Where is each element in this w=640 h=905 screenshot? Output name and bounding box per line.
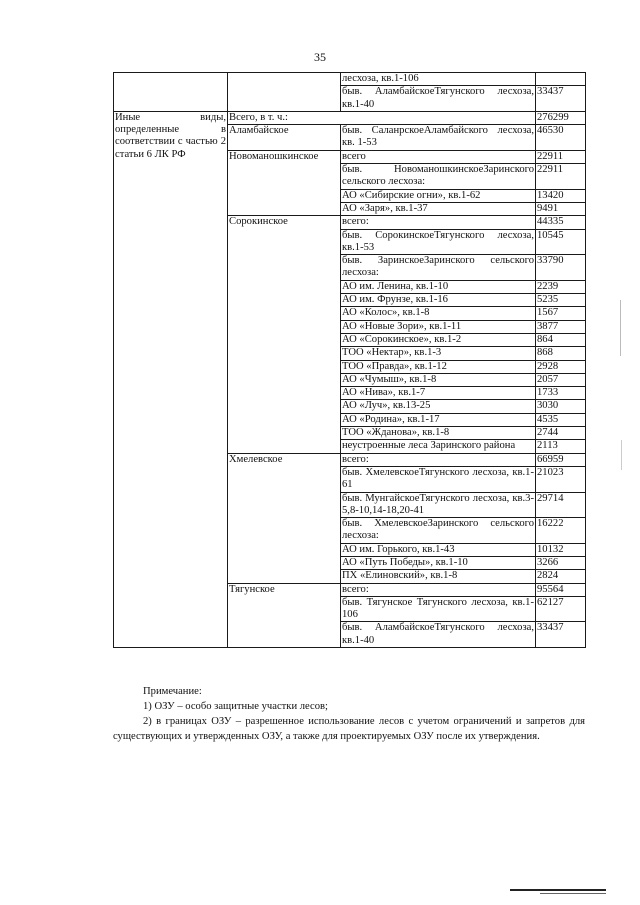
row-description: АО им. Фрунзе, кв.1-16 [341, 294, 536, 307]
row-description: ПХ «Елиновский», кв.1-8 [341, 570, 536, 583]
row-description: ТОО «Правда», кв.1-12 [341, 360, 536, 373]
continuation-row [114, 73, 586, 86]
row-value: 66959 [536, 453, 586, 466]
row-description: АО «Родина», кв.1-17 [341, 413, 536, 426]
page-number: 35 [314, 50, 326, 64]
row-value [536, 73, 586, 86]
row-description: АО им. Ленина, кв.1-10 [341, 280, 536, 293]
row-description: всего: [341, 583, 536, 596]
row-value: 3877 [536, 320, 586, 333]
row-description: всего [341, 150, 536, 163]
scan-margin-mark [621, 440, 622, 470]
row-description: быв. Тягунское Тягунского лесхоза, кв.1-106 [342, 596, 534, 621]
note-item-1: 1) ОЗУ – особо защитные участки лесов; [143, 701, 328, 712]
forest-table-body [114, 73, 586, 648]
category-cell: Иные виды, определенные в соответствии с частью 2 статьи 6 ЛК РФ [114, 111, 228, 647]
signature-line [540, 893, 606, 894]
notes [113, 684, 585, 744]
row-value: 864 [536, 333, 586, 346]
row-description: быв. ЗаринскоеЗаринского сельского лесхоза: [342, 255, 534, 279]
section-name: Новоманошкинское [228, 150, 341, 215]
row-value: 10545 [536, 229, 586, 255]
row-value: 46530 [536, 125, 586, 151]
row-value: 16222 [536, 518, 586, 544]
row-description: неустроенные леса Заринского района [341, 440, 536, 453]
section-name: Сорокинское [228, 216, 341, 453]
row-value: 9491 [536, 202, 586, 215]
row-description: АО «Заря», кв.1-37 [341, 202, 536, 215]
forest-table [113, 72, 586, 648]
row-value: 22911 [536, 164, 586, 190]
row-description: быв. ХмелевскоеТягунского лесхоза, кв.1-61 [342, 466, 534, 491]
row-value: 10132 [536, 543, 586, 556]
row-description: быв. АламбайскоеТягунского лесхоза, кв.1-40 [342, 622, 534, 646]
row-value: 2928 [536, 360, 586, 373]
row-value: 33437 [536, 622, 586, 648]
category-cell-empty [114, 73, 228, 112]
row-description: всего: [341, 453, 536, 466]
row-description: быв. МунгайскоеТягунского лесхоза, кв.3-5,8-10,14-18,20-41 [342, 492, 534, 516]
row-value: 21023 [536, 466, 586, 492]
row-description: АО «Сибирские огни», кв.1-62 [341, 189, 536, 202]
section-name: Тягунское [228, 583, 341, 647]
row-description: АО «Луч», кв.13-25 [341, 400, 536, 413]
row-value: 4535 [536, 413, 586, 426]
note-item-2: 2) в границах ОЗУ – разрешенное использование лесов с учетом ограничений и запретов для существующих и утвержденных ОЗУ, а также для проектируемых ОЗУ после их утверждения. [113, 716, 585, 742]
row-value: 62127 [536, 596, 586, 622]
total-value: 276299 [536, 111, 586, 124]
row-value: 3266 [536, 556, 586, 569]
row-value: 2239 [536, 280, 586, 293]
section-cell-empty [228, 73, 341, 112]
row-value: 1733 [536, 387, 586, 400]
row-value: 22911 [536, 150, 586, 163]
row-description: быв. АламбайскоеТягунского лесхоза, кв.1-40 [342, 86, 534, 110]
section-name: Аламбайское [228, 125, 341, 151]
section-name: Хмелевское [228, 453, 341, 583]
scan-margin-mark [620, 300, 621, 356]
row-value: 2824 [536, 570, 586, 583]
row-value: 5235 [536, 294, 586, 307]
signature-line [510, 889, 606, 891]
row-value: 33437 [536, 86, 586, 112]
row-value: 33790 [536, 255, 586, 281]
total-label: Всего, в т. ч.: [228, 111, 536, 124]
row-description: ТОО «Жданова», кв.1-8 [341, 427, 536, 440]
row-description: АО «Путь Победы», кв.1-10 [341, 556, 536, 569]
row-description: быв. НовоманошкинскоеЗаринского сельского лесхоза: [342, 164, 534, 188]
row-value: 13420 [536, 189, 586, 202]
row-description: быв. СаланрскоеАламбайского лесхоза, кв. 1-53 [342, 125, 534, 149]
row-value: 3030 [536, 400, 586, 413]
row-value: 44335 [536, 216, 586, 229]
row-description: АО «Нива», кв.1-7 [341, 387, 536, 400]
row-description: ТОО «Нектар», кв.1-3 [341, 347, 536, 360]
row-value: 2057 [536, 373, 586, 386]
row-description: АО им. Горького, кв.1-43 [341, 543, 536, 556]
row-value: 2744 [536, 427, 586, 440]
row-description: АО «Новые Зори», кв.1-11 [341, 320, 536, 333]
row-description: лесхоза, кв.1-106 [341, 73, 536, 86]
total-row [114, 111, 586, 124]
row-description: быв. СорокинскоеТягунского лесхоза, кв.1-53 [342, 229, 534, 253]
notes-title: Примечание: [143, 686, 202, 697]
row-value: 1567 [536, 307, 586, 320]
row-description: АО «Сорокинское», кв.1-2 [341, 333, 536, 346]
row-description: АО «Колос», кв.1-8 [341, 307, 536, 320]
row-value: 29714 [536, 492, 586, 518]
row-description: АО «Чумыш», кв.1-8 [341, 373, 536, 386]
row-value: 95564 [536, 583, 586, 596]
row-value: 2113 [536, 440, 586, 453]
row-description: всего: [341, 216, 536, 229]
row-value: 868 [536, 347, 586, 360]
row-description: быв. ХмелевскоеЗаринского сельского лесхоза: [342, 518, 534, 542]
